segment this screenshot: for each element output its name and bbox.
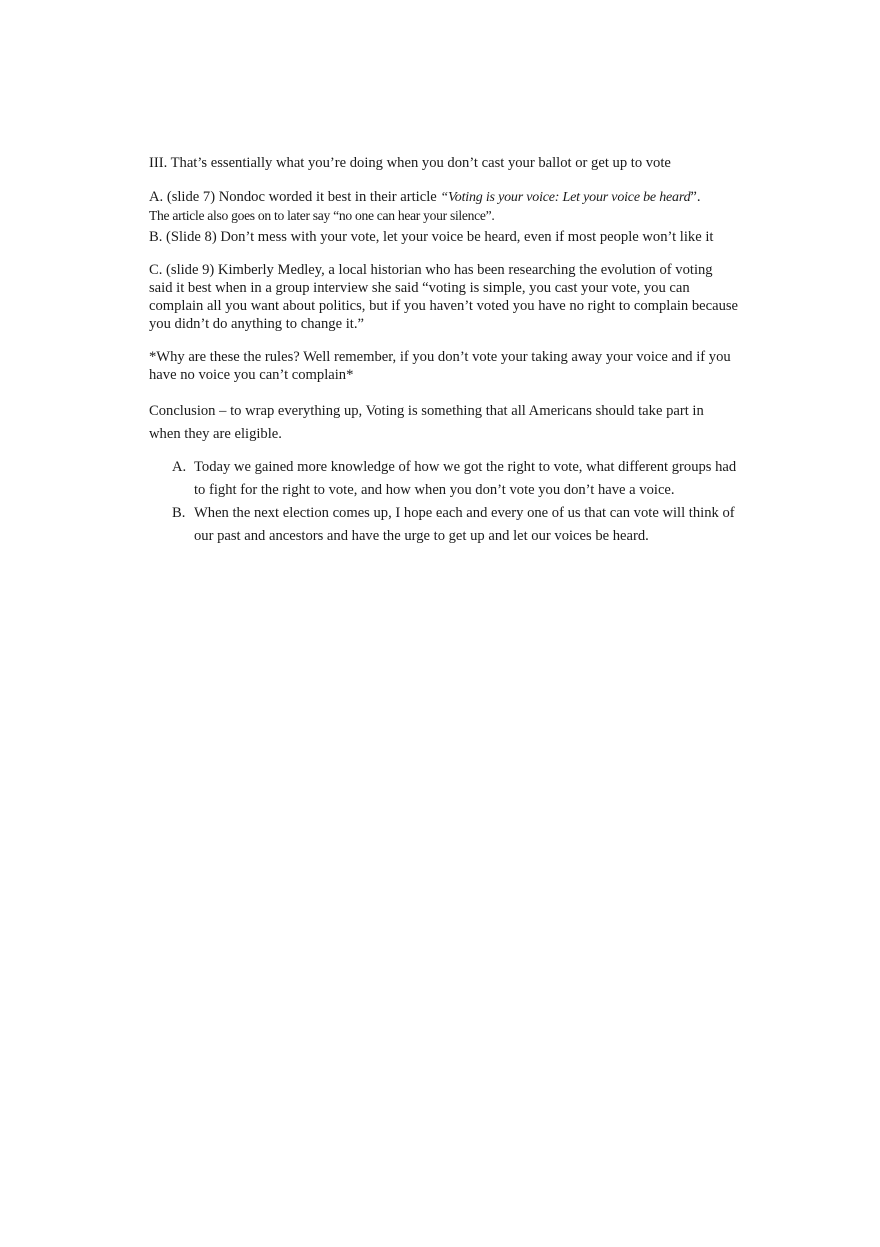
- conclusion-list-item: [149, 502, 739, 548]
- conclusion-list-item: [149, 456, 739, 502]
- list-item-text: When the next election comes up, I hope each and every one of us that can vote will think of our past and ancestors and have the urge to get up and let our voices be heard.: [194, 505, 735, 544]
- conclusion-paragraph: Conclusion – to wrap everything up, Voting is something that all Americans should take part in when they are eligible.: [149, 403, 704, 442]
- point-b-paragraph: B. (Slide 8) Don’t mess with your vote, let your voice be heard, even if most people won’t like it: [149, 229, 714, 245]
- list-item-text: Today we gained more knowledge of how we got the right to vote, what different groups had to fight for the right to vote, and how when you don’t vote you don’t have a voice.: [194, 459, 737, 498]
- point-c-paragraph: C. (slide 9) Kimberly Medley, a local historian who has been researching the evolution of voting said it best when in a group interview she said “voting is simple, you cast your vote, you can complain all you want about politics, but if you haven’t voted you have no right to complain because you didn’t do anything to change it.”: [149, 262, 739, 332]
- point-a-paragraph: [149, 188, 739, 224]
- article-title: “Voting is your voice: Let your voice be heard: [440, 190, 691, 205]
- document-body: [149, 154, 739, 548]
- why-rules-paragraph: *Why are these the rules? Well remember, if you don’t vote your taking away your voice and if you have no voice you can’t complain*: [149, 349, 731, 383]
- section-iii-paragraph: III. That’s essentially what you’re doing when you don’t cast your ballot or get up to vote: [149, 155, 671, 171]
- point-a-prefix: A. (slide 7) Nondoc worded it best in their article: [149, 189, 441, 205]
- point-a-followup: The article also goes on to later say “no one can hear your silence”.: [149, 208, 495, 223]
- conclusion-list: [149, 456, 739, 548]
- article-title-suffix: ”.: [690, 189, 701, 205]
- list-marker: B.: [172, 505, 186, 521]
- list-marker: A.: [172, 459, 187, 475]
